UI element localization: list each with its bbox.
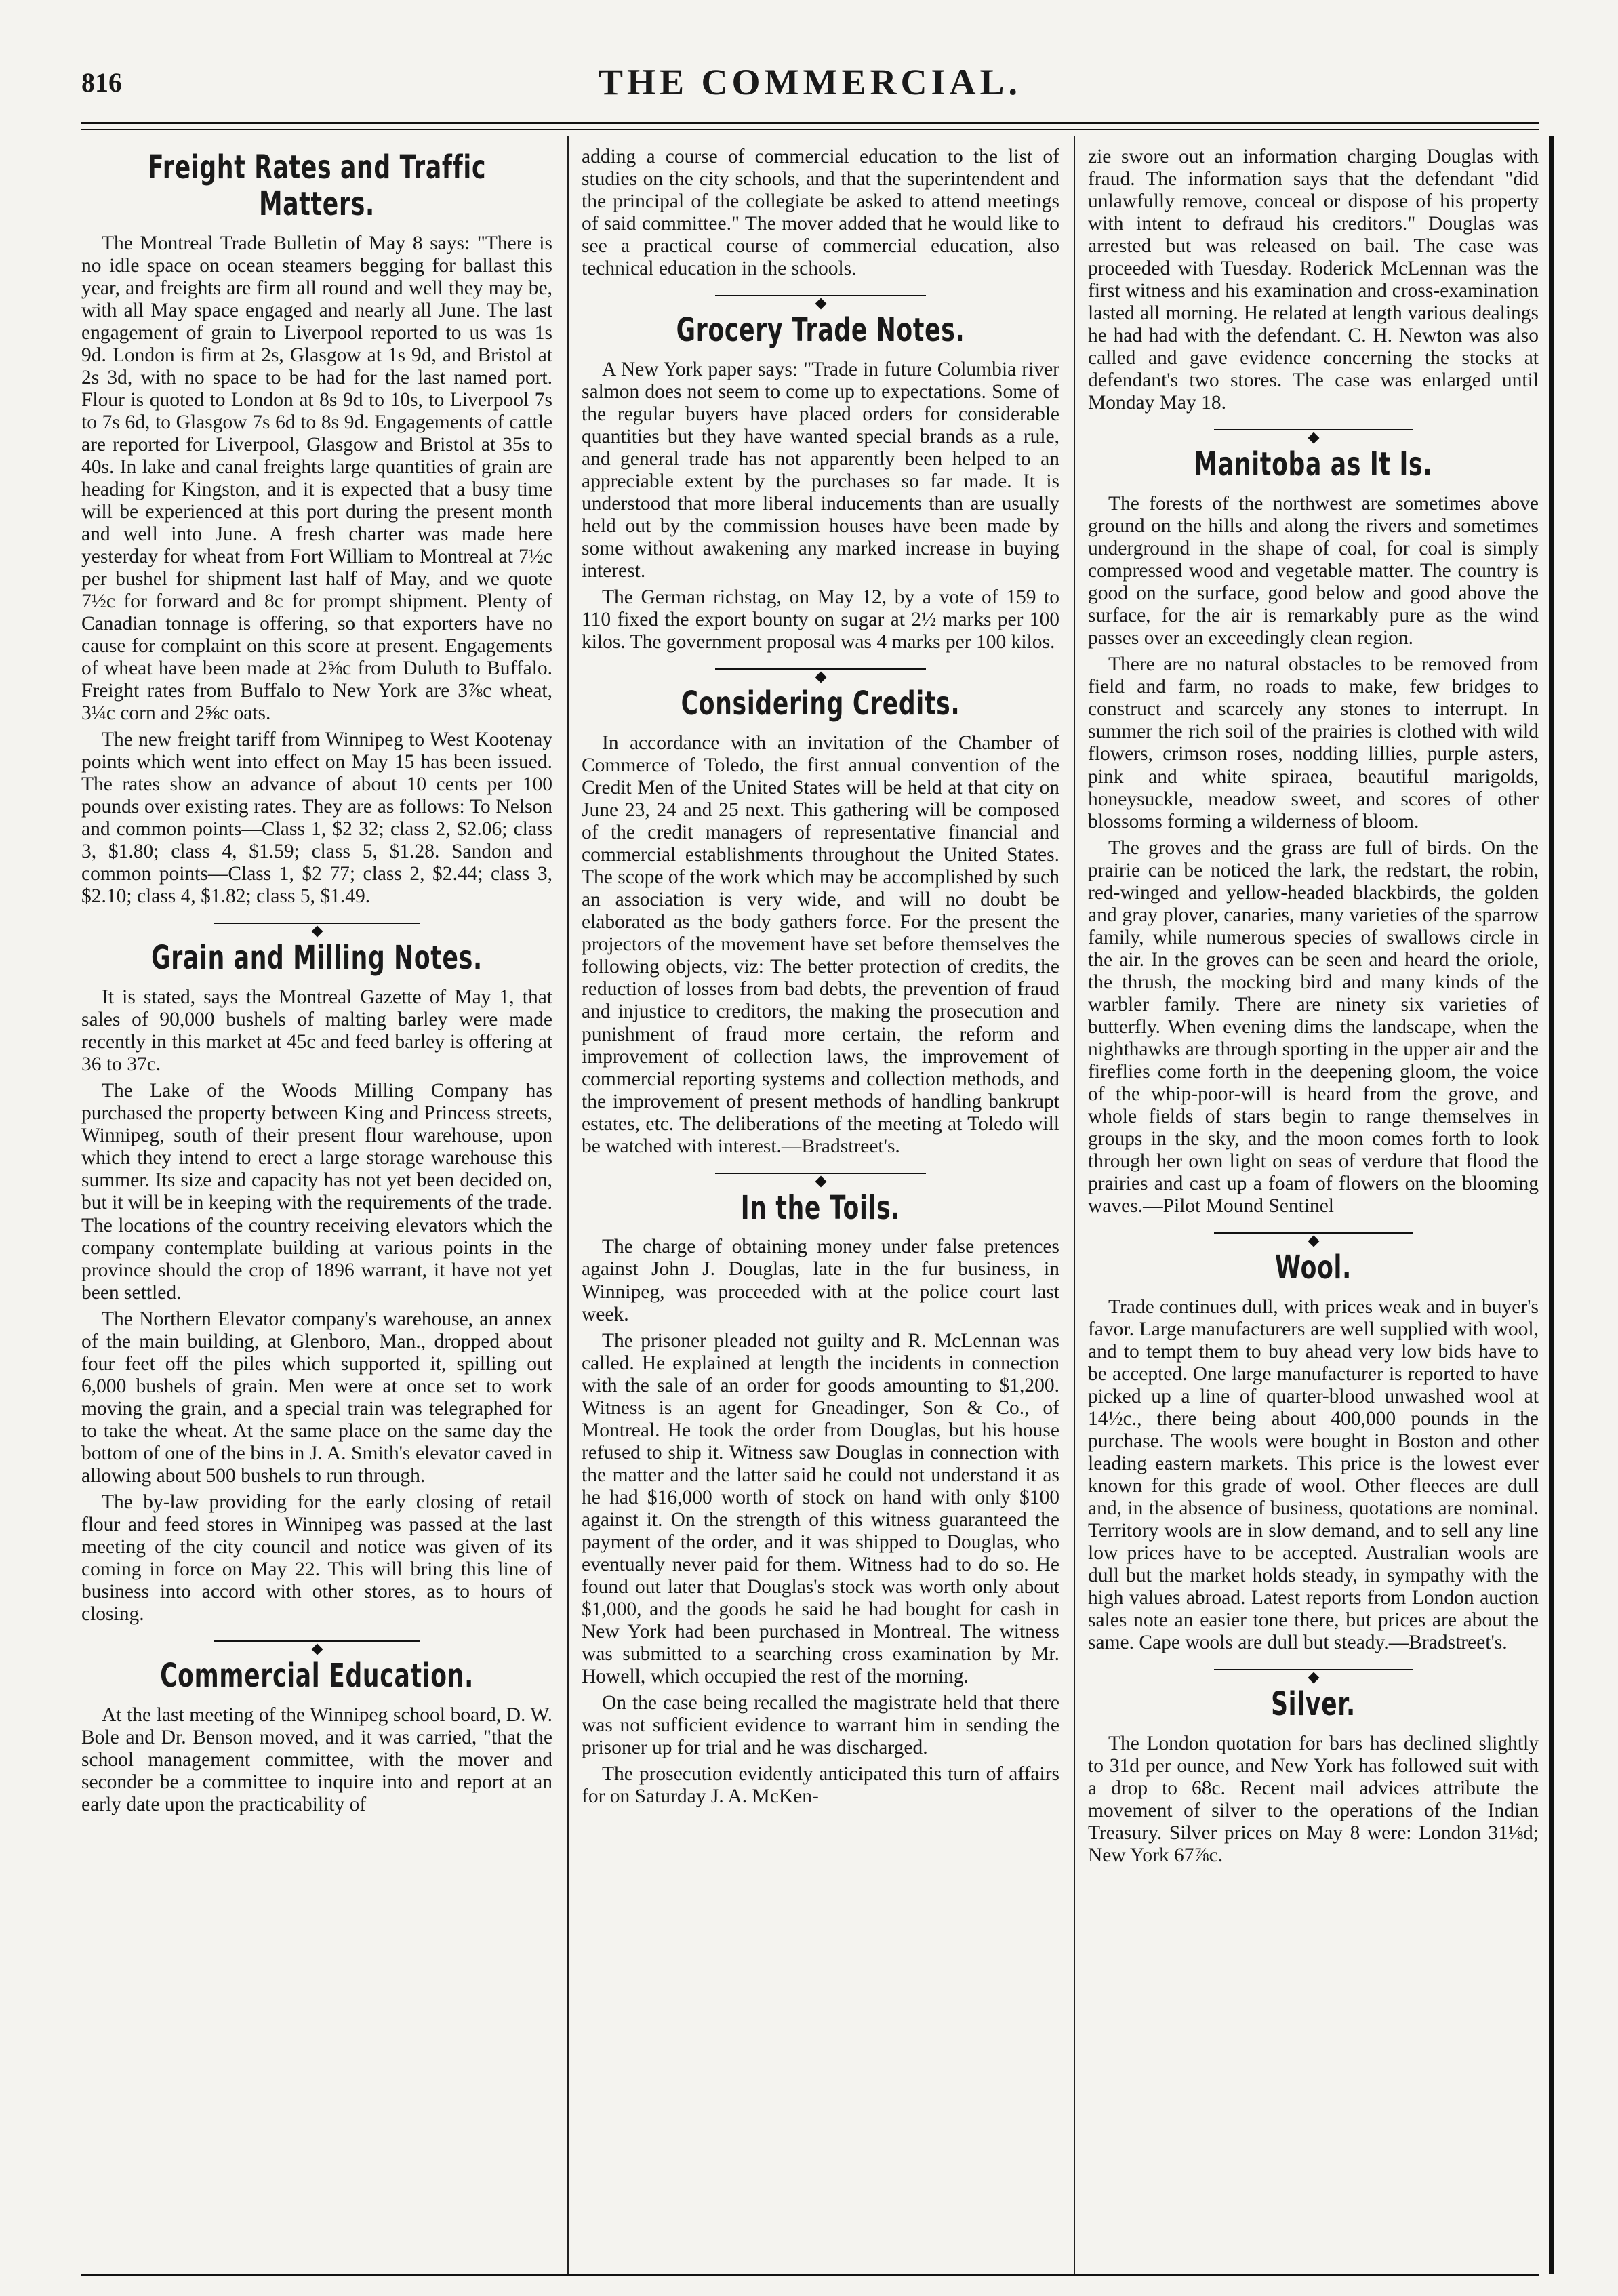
article-title-wool: Wool. — [1275, 1249, 1352, 1287]
article-paragraph: It is stated, says the Montreal Gazette of May 1, that sales of 90,000 bushels of malting barley were made recently in this market at 45c and feed barley is offering at 36 to 37c. — [81, 986, 552, 1076]
article-paragraph: The by-law providing for the early closing of retail flour and feed stores in Winnipeg was passed at the last meeting of the city council and notice was given of its coming in force on May 22. This will bring this line of business into accord with other stores, as to hours of closing. — [81, 1491, 552, 1626]
article-title-manitoba: Manitoba as It Is. — [1194, 445, 1433, 484]
article-paragraph: On the case being recalled the magistrate held that there was not sufficient evidence to warrant him in sending the prisoner up for trial and he was discharged. — [582, 1692, 1059, 1759]
page-header — [81, 61, 1539, 122]
article-paragraph: The Lake of the Woods Milling Company has purchased the property between King and Princess streets, Winnipeg, south of their present flour warehouse, upon which they intend to erect a large storage warehouse this summer. Its size and capacity has not yet been decided on, but it will be in keeping with the requirements of the trade. The locations of the country receiving elevators which the company contemplate building at various points in the province should the crop of 1896 warrant, it have not yet been settled. — [81, 1080, 552, 1304]
article-paragraph: The new freight tariff from Winnipeg to West Kootenay points which went into effect on May 15 has been issued. The rates show an advance of about 10 cents per 100 pounds over existing rates. They are as follows: To Nelson and common points—Class 1, $2 32; class 2, $2.06; class 3, $1.80; class 4, $1.59; class 5, $1.28. Sandon and common points—Class 1, $2 77; class 2, $2.44; class 3, $2.10; class 4, $1.82; class 5, $1.49. — [81, 729, 552, 908]
article-paragraph: adding a course of commercial education to the list of studies on the city schools, and that the superintendent and the principal of the collegiate be asked to attend meetings of said committee." The mover added that he would like to see a practical course of commercial education, also technical education in the schools. — [582, 146, 1059, 280]
article-paragraph: There are no natural obstacles to be removed from field and farm, no roads to make, few bridges to construct and scarcely any stones to interrupt. In summer the rich soil of the prairies is clothed with wild flowers, crimson roses, nodding lillies, purple asters, pink and white spiraea, beautiful marigolds, honeysuckle, meadow sweet, and scores of other blossoms forming a wilderness of bloom. — [1088, 653, 1539, 832]
section-divider — [81, 919, 552, 928]
article-title-freight: Freight Rates and Traffic Matters. — [147, 148, 487, 223]
article-title-education: Commercial Education. — [160, 1657, 474, 1695]
article-title-grocery: Grocery Trade Notes. — [676, 311, 965, 350]
article-paragraph: In accordance with an invitation of the Chamber of Commerce of Toledo, the first annual convention of the Credit Men of the United States will be held at that city on June 23, 24 and 25 next. This gathering will be composed of the credit managers of representative financial and commercial establishments throughout the United States. The scope of the work which may be accomplished by such an association is very wide, and will no doubt be elaborated as the body gathers force. For the present the projectors of the movement have set before themselves the following objects, viz: The better protection of credits, the reduction of losses from bad debts, the prevention of fraud and injustice to creditors, the making the prosecution and punishment of fraud more certain, the reform and improvement of collection laws, the improvement of commercial reporting systems and collection methods, and the improvement of present methods of handling bankrupt estates, etc. The deliberations of the meeting at Toledo will be watched with interest.—Bradstreet's. — [582, 732, 1059, 1157]
section-divider — [1088, 1665, 1539, 1674]
page-number: 816 — [81, 67, 122, 98]
header-rule — [81, 122, 1539, 130]
article-paragraph: The London quotation for bars has declined slightly to 31d per ounce, and New York has followed suit with a drop to 68c. Recent mail advices attribute the movement of silver to the operations of the Indian Treasury. Silver prices on May 8 were: London 31⅛d; New York 67⅞c. — [1088, 1733, 1539, 1867]
article-title-grain: Grain and Milling Notes. — [151, 939, 483, 978]
article-title-credits: Considering Credits. — [681, 685, 960, 723]
section-divider — [582, 291, 1059, 300]
section-divider — [582, 1169, 1059, 1178]
article-paragraph: The Northern Elevator company's warehouse, an annex of the main building, at Glenboro, Man., dropped about four feet off the piles which supported it, spilling out 6,000 bushels of grain. Men were at once set to work moving the grain, and a special train was telegraphed for to take the wheat. At the same place on the same day the bottom of one of the bins in J. A. Smith's elevator caved in allowing about 500 bushels to run through. — [81, 1308, 552, 1487]
column-3 — [1088, 146, 1539, 2254]
article-paragraph: The groves and the grass are full of birds. On the prairie can be noticed the lark, the redstart, the robin, red-winged and yellow-headed blackbirds, the golden and gray plover, canaries, many varieties of the sparrow family, while numerous species of swallows circle in the air. In the groves can be seen and heard the oriole, the thrush, the mocking bird and many kinds of the warbler family. There are ninety six varieties of butterfly. When evening dims the landscape, when the nighthawks are through sporting in the upper air and the fireflies come forth in the deepening gloom, the voice of the whip-poor-will is heard from the grove, and whole fields of stars begin to range themselves in groups in the sky, and the moon comes forth to look through her own light on seas of verdure that flood the prairies and cast up a foam of flowers on the blooming waves.—Pilot Mound Sentinel — [1088, 837, 1539, 1217]
masthead-title: THE COMMERCIAL. — [598, 62, 1022, 102]
page-edge-binding — [1549, 136, 1554, 2274]
column-2 — [582, 146, 1059, 2254]
article-paragraph: At the last meeting of the Winnipeg school board, D. W. Bole and Dr. Benson moved, and it was carried, "that the school management committee, with the mover and seconder be a committee to inquire into and report at an early date upon the practicability of — [81, 1704, 552, 1815]
article-paragraph: The Montreal Trade Bulletin of May 8 says: "There is no idle space on ocean steamers begging for ballast this year, and freights are firm all round and well they may be, with all May space engaged and nearly all June. The last engagement of grain to Liverpool reported to us was 1s 9d. London is firm at 2s, Glasgow at 1s 9d, and Bristol at 2s 3d, with no space to be had for the last named port. Flour is quoted to London at 8s 9d to 10s, to Liverpool 7s to 7s 6d, to Glasgow 7s 6d to 8s 9d. Engagements of cattle are reported for Liverpool, Glasgow and Bristol at 35s to 40s. In lake and canal freights large quantities of grain are heading for Kingston, and it is expected that a busy time will be experienced at this port during the present month and well into June. A fresh charter was made here yesterday for wheat from Fort William to Montreal at 7½c per bushel for shipment last half of May, and we quote 7½c for forward and 8c for prompt shipment. Plenty of Canadian tonnage is offering, so that exporters have no cause for complaint on this score at present. Engagements of wheat have been made at 2⅝c from Duluth to Buffalo. Freight rates from Buffalo to New York are 3⅞c wheat, 3¼c corn and 2⅝c oats. — [81, 232, 552, 725]
footer-rule — [81, 2274, 1539, 2276]
article-paragraph: zie swore out an information charging Douglas with fraud. The information says that the defendant "did unlawfully remove, conceal or dispose of his property with intent to defraud his creditors." Douglas was arrested but was released on bail. The case was proceeded with Tuesday. Roderick McLennan was the first witness and his examination and cross-examination lasted all morning. He related at length various dealings he had had with the defendant. C. H. Newton was also called and gave evidence concerning the stocks at defendant's two stores. The case was enlarged until Monday May 18. — [1088, 146, 1539, 414]
article-paragraph: The forests of the northwest are sometimes above ground on the hills and along the rivers and sometimes underground in the shape of coal, for coal is simply compressed wood and vegetable matter. The country is good on the surface, good below and good above the surface, for the air is remarkably pure as the wind passes over an exceedingly clean region. — [1088, 493, 1539, 649]
article-paragraph: The German richstag, on May 12, by a vote of 159 to 110 fixed the export bounty on sugar at 2½ marks per 100 kilos. The government proposal was 4 marks per 100 kilos. — [582, 586, 1059, 653]
article-paragraph: The charge of obtaining money under false pretences against John J. Douglas, late in the fur business, in Winnipeg, was proceeded with at the police court last week. — [582, 1236, 1059, 1325]
article-paragraph: A New York paper says: "Trade in future Columbia river salmon does not seem to come up to expectations. Some of the regular buyers have placed orders for considerable quantities but they have wanted special brands as a rule, and general trade has not apparently been helped to an appreciable extent by the purchases so far made. It is understood that more liberal inducements than are usually held out by the commission houses have been made by some without awakening any marked increase in buying interest. — [582, 358, 1059, 582]
section-divider — [1088, 425, 1539, 435]
article-title-toils: In the Toils. — [740, 1188, 901, 1227]
column-separator — [567, 136, 569, 2274]
column-1 — [81, 146, 552, 2254]
article-title-silver: Silver. — [1271, 1685, 1356, 1724]
article-paragraph: The prosecution evidently anticipated this turn of affairs for on Saturday J. A. McKen- — [582, 1763, 1059, 1808]
section-divider — [81, 1636, 552, 1646]
column-separator — [1074, 136, 1075, 2274]
section-divider — [582, 664, 1059, 674]
article-paragraph: Trade continues dull, with prices weak and in buyer's favor. Large manufacturers are well supplied with wool, and to tempt them to buy ahead very low bids have to be accepted. One large manufacturer is reported to have picked up a line of quarter-blood unwashed wool at 14½c., there being about 400,000 pounds in the purchase. The wools were bought in Boston and other leading eastern markets. This price is the lowest ever known for this grade of wool. Other fleeces are dull and, in the absence of business, quotations are nominal. Territory wools are in slow demand, and to sell any line low prices have to be accepted. Australian wools are dull but the market holds steady, in sympathy with the high values abroad. Latest reports from London auction sales note an easier tone there, but prices are about the same. Cape wools are dull but steady.—Bradstreet's. — [1088, 1295, 1539, 1654]
section-divider — [1088, 1228, 1539, 1238]
article-paragraph: The prisoner pleaded not guilty and R. McLennan was called. He explained at length the incidents in connection with the sale of an order for goods amounting to $1,200. Witness is an agent for Gneadinger, Son & Co., of Montreal. He took the order from Douglas, but his house refused to ship it. Witness saw Douglas in connection with the matter and the latter said he could not understand it as he had $16,000 worth of stock on hand with only $100 against it. On the strength of this witness guaranteed the payment of the order, and it was shipped to Douglas, who eventually never paid for them. Witness had to do so. He found out later that Douglas's stock was worth only about $1,000, and the goods he said he had bought for cash in New York had been purchased in Montreal. The witness was submitted to a searching cross examination by Mr. Howell, which occupied the rest of the morning. — [582, 1329, 1059, 1688]
